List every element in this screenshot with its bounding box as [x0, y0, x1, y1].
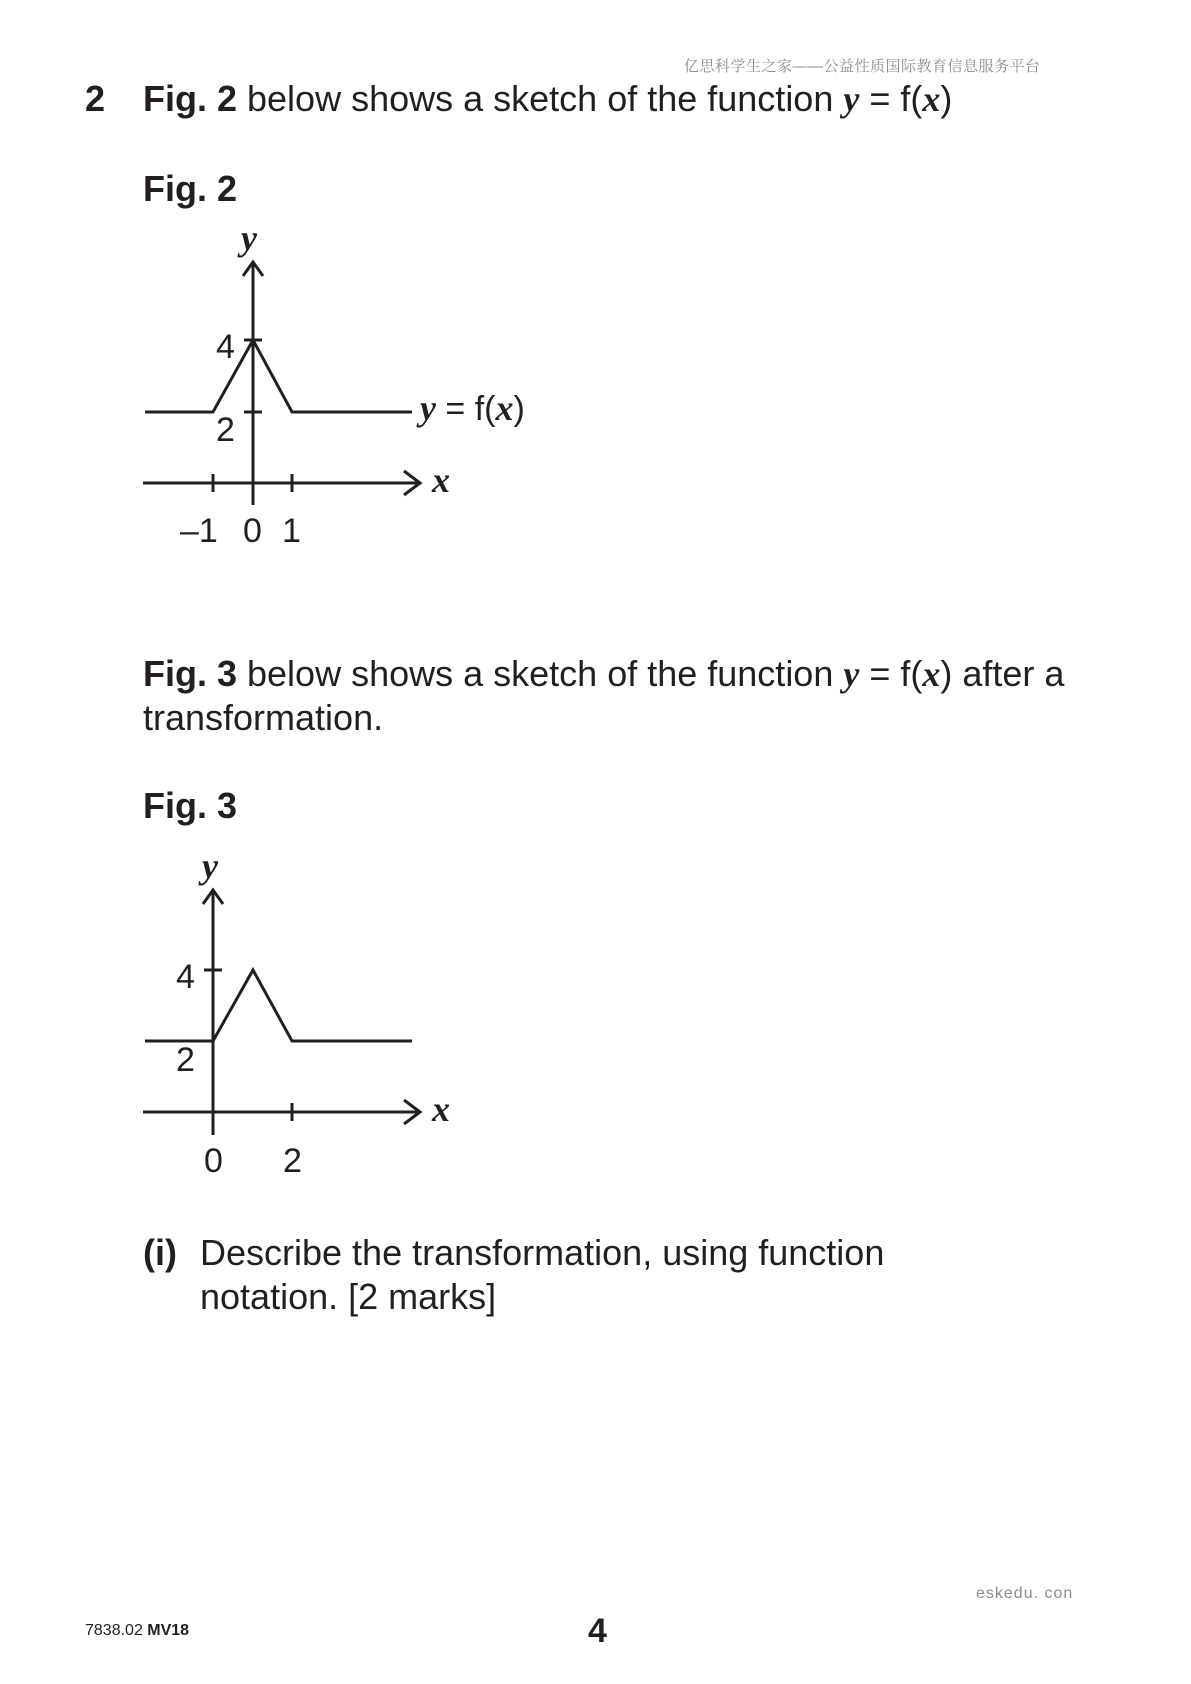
- fig3-y-label: y: [202, 846, 218, 886]
- fig3-ytick-2: 2: [176, 1041, 195, 1079]
- fig2-ytick-4: 4: [216, 328, 235, 366]
- part-i-line2: notation. [2 marks]: [200, 1276, 497, 1317]
- fig3-xtick-2: 2: [283, 1142, 302, 1180]
- intro-text: below shows a sketch of the function: [237, 78, 844, 119]
- fig2-x-label: x: [432, 460, 450, 500]
- fig2-ytick-2: 2: [216, 411, 235, 449]
- footer-paper-code: [85, 1622, 189, 1640]
- math-x: x: [922, 79, 941, 119]
- fig3-xtick-0: 0: [204, 1142, 223, 1180]
- fig3-title: Fig. 3: [143, 785, 238, 826]
- part-i-label: (i): [143, 1232, 177, 1273]
- math-mid: = f(: [859, 653, 923, 694]
- math-end: ) after a: [940, 653, 1065, 694]
- fig2-xtick-0: 0: [243, 512, 262, 550]
- math-x: x: [922, 654, 941, 694]
- footer-site-watermark: eskedu. con: [976, 1585, 1074, 1602]
- paper-code: 7838.02: [85, 1622, 148, 1639]
- part-i-line1: Describe the transformation, using function: [200, 1232, 885, 1273]
- page-number: 4: [588, 1612, 607, 1650]
- math-y: y: [843, 79, 860, 119]
- math-end: ): [940, 78, 953, 119]
- fig3-ytick-4: 4: [176, 958, 195, 996]
- fig2-xtick-1: 1: [282, 512, 301, 550]
- fig2-curve-label: y = f(x): [420, 388, 525, 428]
- fig-ref: Fig. 2: [143, 78, 238, 119]
- fig3-x-label: x: [432, 1089, 450, 1129]
- watermark-text: 亿思科学生之家——公益性质国际教育信息服务平台: [684, 58, 1041, 75]
- math-y: y: [843, 654, 860, 694]
- fig2-xtick-neg1: –1: [180, 512, 218, 550]
- paper-version: MV18: [147, 1622, 190, 1639]
- fig3-ref: Fig. 3: [143, 653, 238, 694]
- fig2-title: Fig. 2: [143, 168, 238, 209]
- math-mid: = f(: [859, 78, 923, 119]
- question-number: 2: [85, 78, 106, 119]
- fig2-y-label: y: [241, 218, 257, 258]
- between-text: below shows a sketch of the function: [237, 653, 844, 694]
- fig3-description-line2: transformation.: [143, 697, 384, 738]
